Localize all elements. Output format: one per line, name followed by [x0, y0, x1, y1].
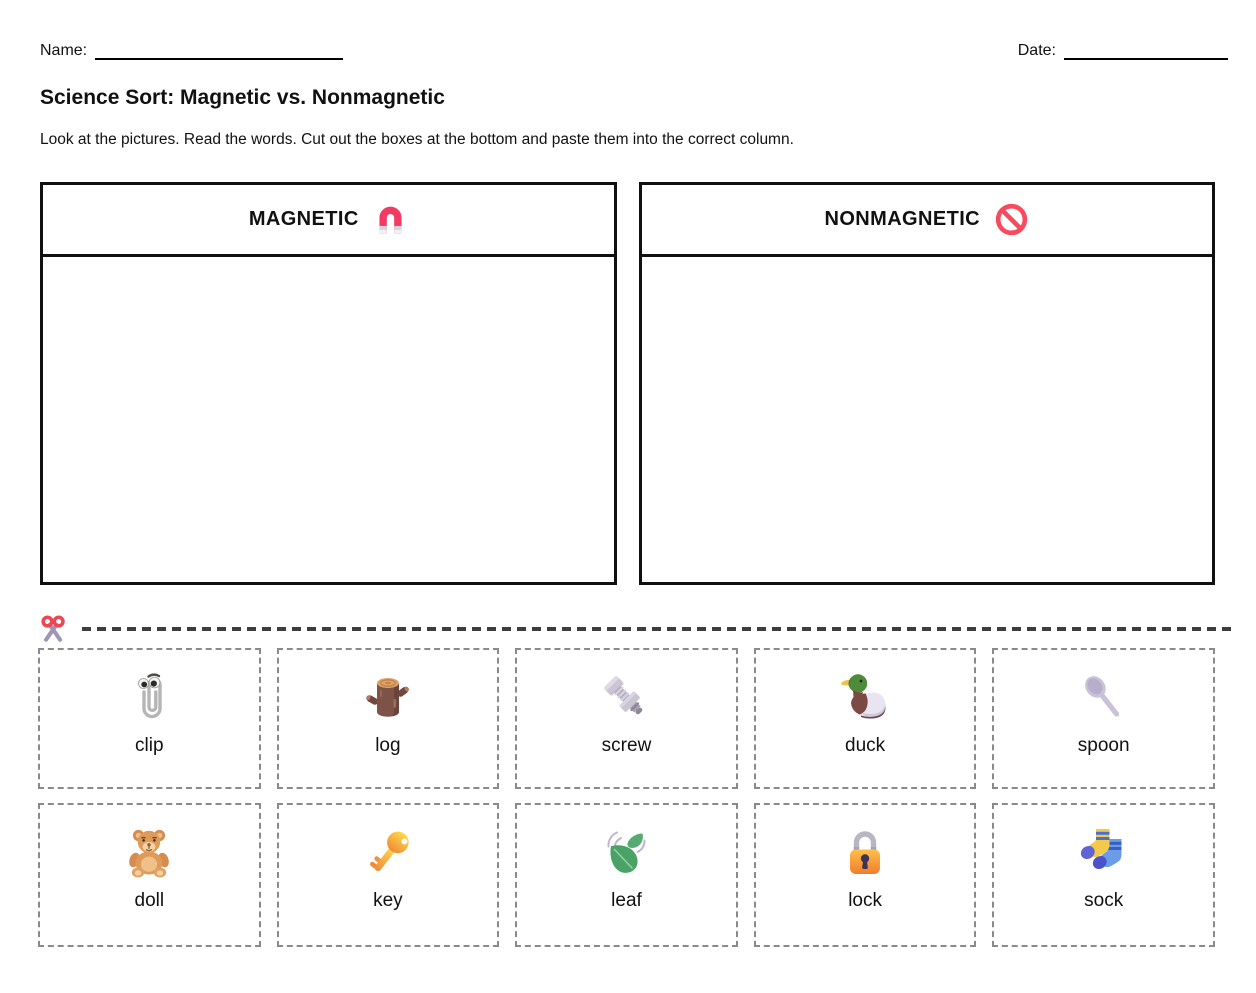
- cut-here-line: [40, 614, 1232, 644]
- card-label: screw: [601, 735, 652, 756]
- card-label: leaf: [611, 890, 642, 911]
- key-icon: [360, 825, 416, 881]
- name-date-row: [0, 0, 1256, 60]
- name-label: Name:: [40, 42, 88, 59]
- socks-icon: [1076, 825, 1132, 881]
- teddy-bear-icon: [121, 825, 177, 881]
- cut-out-cards-grid: [38, 648, 1215, 947]
- card-screw[interactable]: [515, 648, 738, 789]
- name-field: [40, 42, 343, 60]
- card-lock[interactable]: [754, 803, 977, 947]
- card-key[interactable]: [277, 803, 500, 947]
- magnet-icon: [373, 202, 408, 237]
- card-duck[interactable]: [754, 648, 977, 789]
- card-label: key: [373, 890, 403, 911]
- wood-log-icon: [360, 670, 416, 726]
- card-label: lock: [848, 890, 882, 911]
- dashed-cut-rule: [82, 627, 1232, 631]
- date-field: [1018, 42, 1228, 60]
- prohibited-icon: [994, 202, 1029, 237]
- card-label: clip: [135, 735, 164, 756]
- magnetic-drop-area[interactable]: [43, 257, 614, 582]
- card-label: log: [375, 735, 401, 756]
- nonmagnetic-column-title: NONMAGNETIC: [824, 208, 980, 230]
- date-blank-line: [1064, 46, 1228, 60]
- date-label: Date:: [1017, 42, 1056, 59]
- lock-icon: [837, 825, 893, 881]
- page-title: Science Sort: Magnetic vs. Nonmagnetic: [40, 86, 445, 109]
- card-clip[interactable]: [38, 648, 261, 789]
- spoon-icon: [1076, 670, 1132, 726]
- magnetic-column-title: MAGNETIC: [248, 208, 359, 230]
- paperclip-icon: [121, 670, 177, 726]
- scissors-icon: [40, 614, 68, 644]
- nonmagnetic-drop-area[interactable]: [642, 257, 1213, 582]
- nonmagnetic-column: [639, 182, 1216, 585]
- magnetic-column-header: [43, 185, 614, 257]
- duck-icon: [837, 670, 893, 726]
- card-spoon[interactable]: [992, 648, 1215, 789]
- name-blank-line: [95, 46, 343, 60]
- nonmagnetic-column-header: [642, 185, 1213, 257]
- instructions-text: Look at the pictures. Read the words. Cut out the boxes at the bottom and paste them into the correct column.: [40, 131, 794, 148]
- card-sock[interactable]: [992, 803, 1215, 947]
- card-label: duck: [845, 735, 886, 756]
- card-doll[interactable]: [38, 803, 261, 947]
- nut-and-bolt-icon: [598, 670, 654, 726]
- card-leaf[interactable]: [515, 803, 738, 947]
- card-label: sock: [1084, 890, 1124, 911]
- card-log[interactable]: [277, 648, 500, 789]
- sort-columns: [40, 182, 1215, 585]
- leaf-icon: [598, 825, 654, 881]
- card-label: spoon: [1077, 735, 1130, 756]
- card-label: doll: [134, 890, 165, 911]
- magnetic-column: [40, 182, 617, 585]
